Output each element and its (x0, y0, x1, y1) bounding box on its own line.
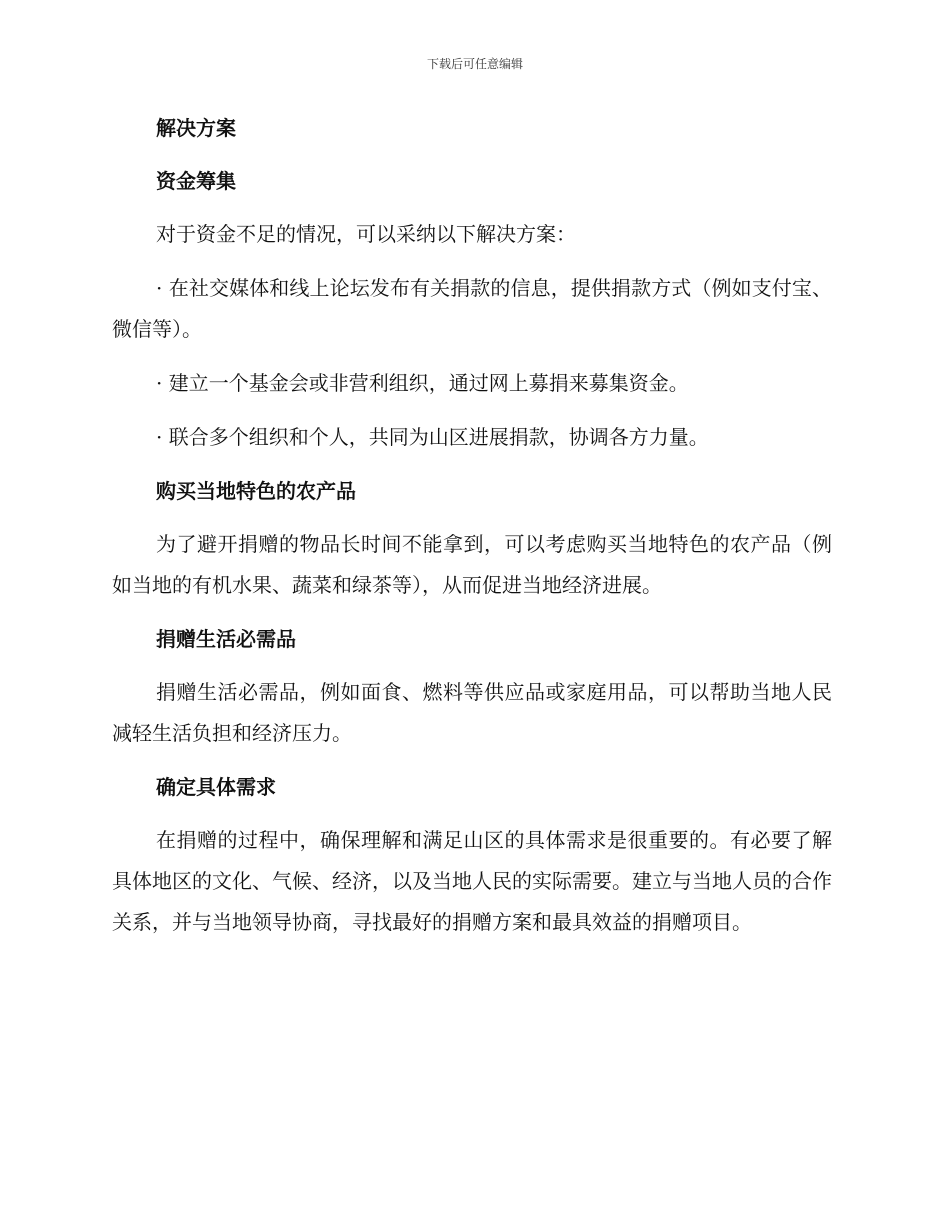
subsection-title-fundraising: 资金筹集 (156, 169, 236, 193)
document-body (112, 108, 832, 956)
fundraising-bullet-2: · 建立一个基金会或非营利组织，通过网上募捐来募集资金。 (156, 371, 689, 395)
fundraising-bullet-3: · 联合多个组织和个人，共同为山区进展捐款，协调各方力量。 (156, 425, 709, 449)
page-header: 下载后可任意编辑 (426, 57, 523, 71)
local-products-body: 为了避开捐赠的物品长时间不能拿到，可以考虑购买当地特色的农产品（例如当地的有机水果、蔬菜和绿茶等），从而促进当地经济进展。 (112, 532, 832, 597)
section-title-solutions: 解决方案 (156, 116, 236, 140)
subsection-title-local-products: 购买当地特色的农产品 (156, 479, 356, 503)
fundraising-intro: 对于资金不足的情况，可以采纳以下解决方案： (156, 222, 576, 246)
subsection-title-daily-necessities: 捐赠生活必需品 (156, 627, 296, 651)
daily-necessities-body: 捐赠生活必需品，例如面食、燃料等供应品或家庭用品，可以帮助当地人民减轻生活负担和经济压力。 (112, 680, 832, 745)
specific-needs-body: 在捐赠的过程中，确保理解和满足山区的具体需求是很重要的。有必要了解具体地区的文化、气候、经济，以及当地人民的实际需要。建立与当地人员的合作关系，并与当地领导协商，寻找最好的捐赠方案和最具效益的捐赠项目。 (112, 828, 832, 934)
subsection-title-specific-needs: 确定具体需求 (156, 775, 276, 799)
fundraising-bullet-1: · 在社交媒体和线上论坛发布有关捐款的信息，提供捐款方式（例如支付宝、微信等）。 (112, 276, 832, 341)
